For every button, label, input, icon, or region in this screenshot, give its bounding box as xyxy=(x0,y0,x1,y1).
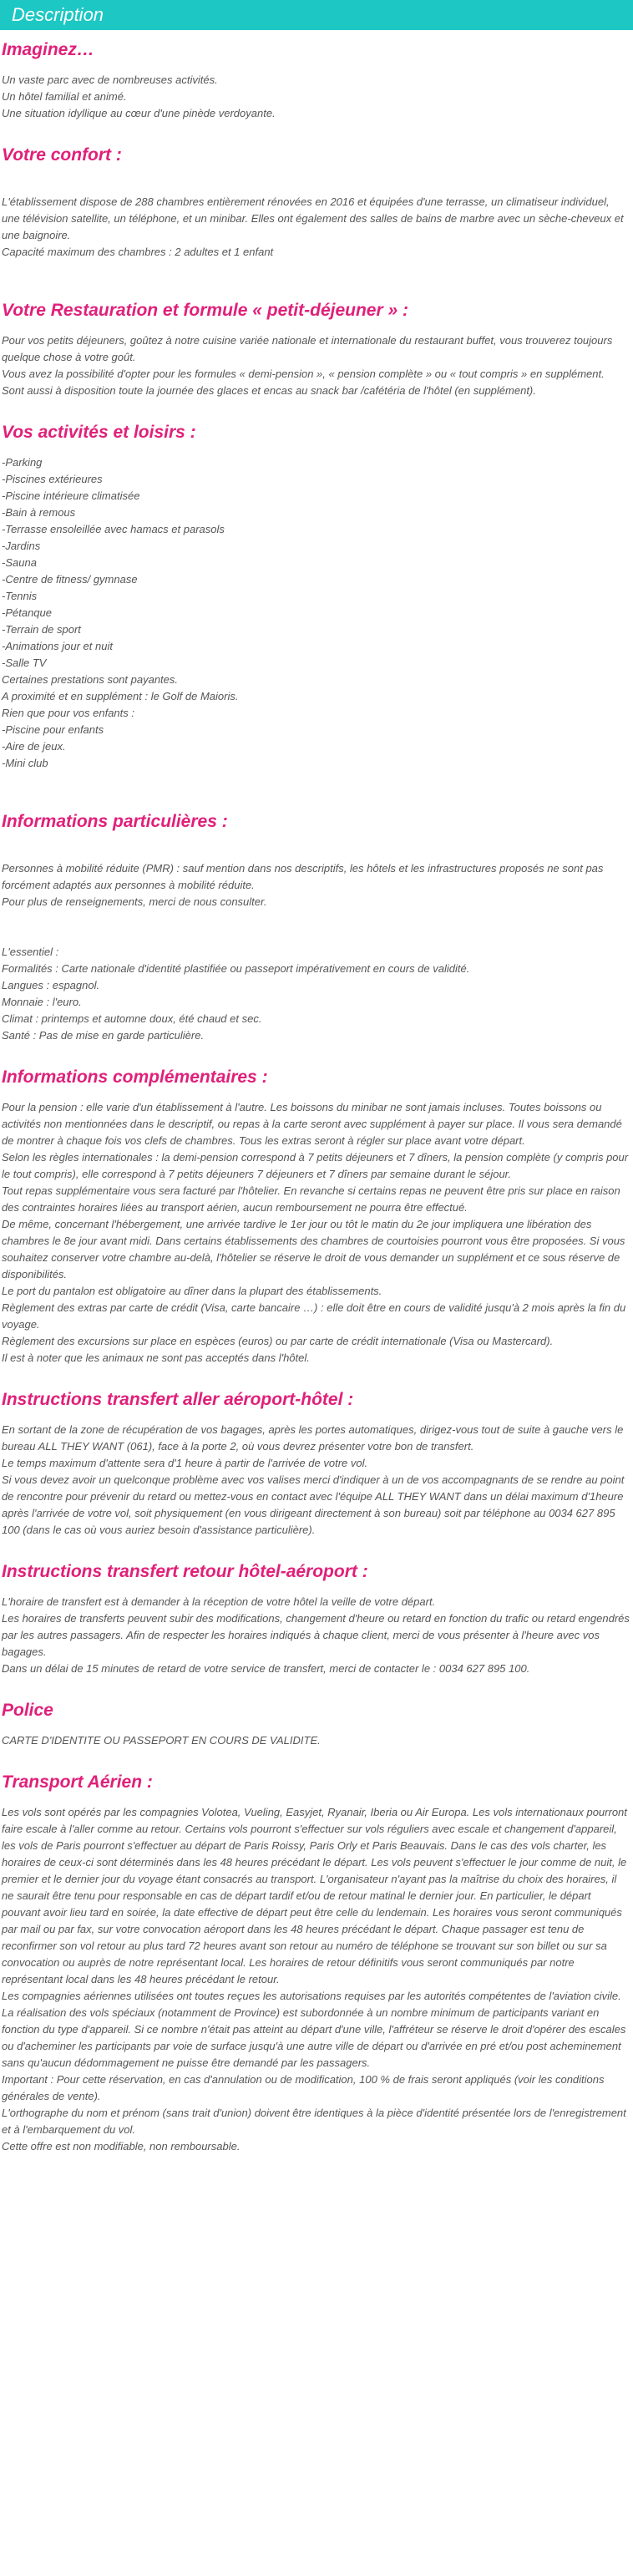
paragraph: L'établissement dispose de 288 chambres entièrement rénovées en 2016 et équipées d'une terrasse, un climatiseur individuel, une télévision satellite, un téléphone, et un minibar. Elles ont également des salles de bains de marbre avec un sèche-cheveux et une baignoire. xyxy=(2,195,627,241)
list-item: -Mini club xyxy=(2,757,48,769)
list-item: -Salle TV xyxy=(2,657,47,669)
text-line: Santé : Pas de mise en garde particulière. xyxy=(2,1029,205,1042)
list-item: -Bain à remous xyxy=(2,506,76,519)
paragraph: Il est à noter que les animaux ne sont pas acceptés dans l'hôtel. xyxy=(2,1351,310,1364)
header-title: Description xyxy=(12,4,104,25)
section-confort xyxy=(2,145,630,261)
paragraph: Dans un délai de 15 minutes de retard de votre service de transfert, merci de contacter le : 0034 627 895 100. xyxy=(2,1662,530,1675)
section-restauration xyxy=(2,301,630,399)
list-item: -Sauna xyxy=(2,556,37,569)
paragraph: Capacité maximum des chambres : 2 adultes et 1 enfant xyxy=(2,246,274,258)
paragraph: Pour vos petits déjeuners, goûtez à notre cuisine variée nationale et internationale du restaurant buffet, vous trouverez toujours quelque chose à votre goût. xyxy=(2,334,615,363)
paragraph: Le port du pantalon est obligatoire au dîner dans la plupart des établissements. xyxy=(2,1285,382,1297)
list-item: -Piscine pour enfants xyxy=(2,723,104,736)
section-title: Informations particulières : xyxy=(2,812,228,831)
section-title: Votre confort : xyxy=(2,145,122,165)
paragraph: Cette offre est non modifiable, non remboursable. xyxy=(2,2140,241,2153)
paragraph: Les compagnies aériennes utilisées ont toutes reçues les autorisations requises par les autorités compétentes de l'aviation civile. xyxy=(2,1990,621,2002)
paragraph: CARTE D'IDENTITE OU PASSEPORT EN COURS DE VALIDITE. xyxy=(2,1734,321,1747)
text-line: Un hôtel familial et animé. xyxy=(2,90,127,103)
paragraph: Selon les règles internationales : la demi-pension correspond à 7 petits déjeuners et 7 dîners, la pension complète (y compris pour le tout compris), elle correspond à 7 petits déjeuners 7 déjeuners et 7 dîners par semaine durant le séjour. xyxy=(2,1151,631,1180)
description-header xyxy=(0,0,633,30)
text-line: Formalités : Carte nationale d'identité plastifiée ou passeport impérativement en cours de validité. xyxy=(2,962,470,975)
list-item: -Tennis xyxy=(2,590,38,602)
section-transfert-aller xyxy=(2,1390,630,1539)
section-activites xyxy=(2,423,630,772)
section-title: Transport Aérien : xyxy=(2,1772,153,1792)
text-line: Monnaie : l'euro. xyxy=(2,996,82,1008)
section-title: Instructions transfert retour hôtel-aéroport : xyxy=(2,1562,368,1581)
list-item: -Piscines extérieures xyxy=(2,473,103,485)
paragraph: De même, concernant l'hébergement, une arrivée tardive le 1er jour ou tôt le matin du 2e jour impliquera une libération des chambres le 8e jour avant midi. Dans certains établissements des chambres de courtoisies pourront vous être proposées. Si vous souhaitez conserver votre chambre au-delà, l'hôtelier se réserve le droit de vous demander un supplément et ce sous réserve de disponibilités. xyxy=(2,1218,629,1280)
paragraph: Important : Pour cette réservation, en cas d'annulation ou de modification, 100 % de frais seront appliqués (voir les conditions générales de vente). xyxy=(2,2073,608,2102)
section-title: Informations complémentaires : xyxy=(2,1067,268,1087)
list-item: -Centre de fitness/ gymnase xyxy=(2,573,138,586)
paragraph: Personnes à mobilité réduite (PMR) : sauf mention dans nos descriptifs, les hôtels et les infrastructures proposés ne sont pas forcément adaptés aux personnes à mobilité réduite. xyxy=(2,862,607,891)
paragraph: Les horaires de transferts peuvent subir des modifications, changement d'heure ou retard en fonction du trafic ou retard engendrés par les autres passagers. Afin de respecter les horaires indiqués à chaque client, merci de vous présenter à l'heure avec vos bagages. xyxy=(2,1612,633,1658)
list-item: -Jardins xyxy=(2,540,41,552)
paragraph: En sortant de la zone de récupération de vos bagages, après les portes automatiques, dirigez-vous tout de suite à gauche vers le bureau ALL THEY WANT (061), face à la porte 2, où vous devrez présenter votre bon de transfert. xyxy=(2,1423,626,1453)
list-item: -Terrasse ensoleillée avec hamacs et parasols xyxy=(2,523,225,535)
paragraph: Le temps maximum d'attente sera d'1 heure à partir de l'arrivée de votre vol. xyxy=(2,1457,368,1469)
paragraph: Règlement des excursions sur place en espèces (euros) ou par carte de crédit internationale (Visa ou Mastercard). xyxy=(2,1335,554,1347)
paragraph: L'horaire de transfert est à demander à la réception de votre hôtel la veille de votre départ. xyxy=(2,1595,436,1608)
paragraph: Pour la pension : elle varie d'un établissement à l'autre. Les boissons du minibar ne sont jamais incluses. Toutes boissons ou activités non mentionnées dans le descriptif, ou repas à la carte seront avec supplément à payer sur place. Il vous sera demandé de montrer à chaque fois vos clefs de chambres. Tous les extras seront à régler sur place avant votre départ. xyxy=(2,1101,625,1147)
text-line: Une situation idyllique au cœur d'une pinède verdoyante. xyxy=(2,107,276,119)
list-item: -Animations jour et nuit xyxy=(2,640,113,652)
list-item: Rien que pour vos enfants : xyxy=(2,707,134,719)
section-title: Vos activités et loisirs : xyxy=(2,423,196,442)
description-content xyxy=(0,30,633,2155)
list-item: -Aire de jeux. xyxy=(2,740,66,753)
list-item: Certaines prestations sont payantes. xyxy=(2,673,179,686)
paragraph: Sont aussi à disposition toute la journée des glaces et encas au snack bar /cafétéria de l'hôtel (en supplément). xyxy=(2,384,536,397)
paragraph: Pour plus de renseignements, merci de nous consulter. xyxy=(2,895,267,908)
text-line: Un vaste parc avec de nombreuses activités. xyxy=(2,74,218,86)
text-line: Langues : espagnol. xyxy=(2,979,100,991)
section-complementaires xyxy=(2,1067,630,1367)
paragraph: Si vous devez avoir un quelconque problème avec vos valises merci d'indiquer à un de vos accompagnants de se rendre au point de rencontre pour prévenir du retard ou mettez-vous en contact avec l'équipe ALL THEY WANT dans un délai maximum d'1heure après l'arrivée de votre vol, soit physiquement (en vous dirigeant directement à son bureau) soit par téléphone au 0034 627 895 100 (dans le cas où vous auriez besoin d'assistance particulière). xyxy=(2,1473,627,1536)
text-line: L'essentiel : xyxy=(2,946,59,958)
list-item: A proximité et en supplément : le Golf de Maioris. xyxy=(2,690,239,702)
text-line: Climat : printemps et automne doux, été chaud et sec. xyxy=(2,1012,262,1025)
section-title: Votre Restauration et formule « petit-déjeuner » : xyxy=(2,301,408,320)
section-transfert-retour xyxy=(2,1562,633,1677)
list-item: -Terrain de sport xyxy=(2,623,81,636)
paragraph: Règlement des extras par carte de crédit (Visa, carte bancaire …) : elle doit être en cours de validité jusqu'à 2 mois après la fin du voyage. xyxy=(2,1301,629,1331)
list-item: -Parking xyxy=(2,456,43,469)
section-transport xyxy=(2,1772,633,2155)
paragraph: L'orthographe du nom et prénom (sans trait d'union) doivent être identiques à la pièce d'identité présentée lors de l'enregistrement et à l'embarquement du vol. xyxy=(2,2107,633,2136)
paragraph: Vous avez la possibilité d'opter pour les formules « demi-pension », « pension complète » ou « tout compris » en supplément. xyxy=(2,368,605,380)
list-item: -Piscine intérieure climatisée xyxy=(2,489,140,502)
section-imaginez xyxy=(2,40,630,122)
list-item: -Pétanque xyxy=(2,606,52,619)
paragraph: La réalisation des vols spéciaux (notamment de Province) est subordonnée à un nombre minimum de participants variant en fonction du type d'appareil. Si ce nombre n'était pas atteint au départ d'une ville, l'affréteur se réserve le droit d'opérer des escales ou d'acheminer les participants par voie de surface jusqu'à une autre ville de départ ou d'arrivée en pré et/ou post acheminement sans qu'aucun dédommagement ne puisse être demandé par les passagers. xyxy=(2,2006,629,2069)
paragraph: Les vols sont opérés par les compagnies Volotea, Vueling, Easyjet, Ryanair, Iberia ou Air Europa. Les vols internationaux pourront faire escale à l'aller comme au retour. Certains vols pourront s'effectuer sur vols réguliers avec escale et changement d'appareil, les vols de Paris pourront s'effectuer au départ de Paris Roissy, Paris Orly et Paris Beauvais. Dans le cas des vols charter, les horaires de ceux-ci sont déterminés dans les 48 heures précédant le départ. Les vols peuvent s'effectuer le jour comme de nuit, le premier et le dernier jour du voyage étant consacrés au transport. L'organisateur n'ayant pas la maîtrise du choix des horaires, il ne saurait être tenu pour responsable en cas de départ tardif et/ou de retour matinal le dernier jour. En particulier, le départ pouvant avoir lieu tard en soirée, la date effective de départ peut être celle du lendemain. Les horaires vous seront communiqués par mail ou par fax, sur votre convocation aéroport dans les 48 heures précédant le départ. Chaque passager est tenu de reconfirmer son vol retour au plus tard 72 heures avant son retour au numéro de téléphone se trouvant sur son billet ou sur sa convocation ou auprès de notre représentant local. Les horaires de retour définitifs vous seront communiqués par notre représentant local dans les 48 heures précédant le retour. xyxy=(2,1806,630,1985)
section-title: Instructions transfert aller aéroport-hôtel : xyxy=(2,1390,354,1409)
section-title: Imaginez… xyxy=(2,40,94,59)
paragraph: Tout repas supplémentaire vous sera facturé par l'hôtelier. En revanche si certains repas ne peuvent être pris sur place en raison des contraintes horaires liées au transport aérien, aucun remboursement ne pourra être effectué. xyxy=(2,1184,624,1214)
section-particulieres xyxy=(2,812,630,1044)
section-title: Police xyxy=(2,1701,53,1720)
section-police xyxy=(2,1701,630,1749)
